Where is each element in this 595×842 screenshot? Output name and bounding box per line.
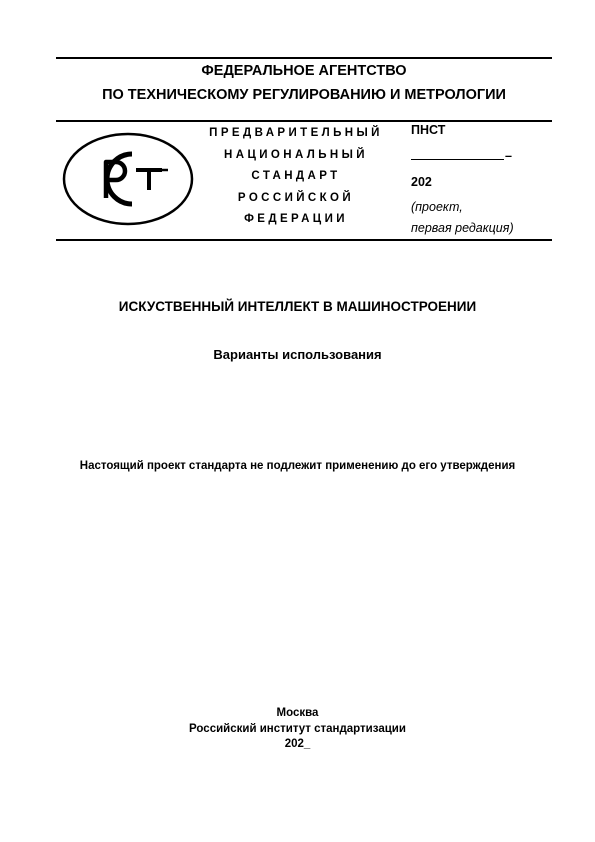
agency-name-line-2: ПО ТЕХНИЧЕСКОМУ РЕГУЛИРОВАНИЮ И МЕТРОЛОГИИ — [102, 87, 506, 103]
number-suffix: – — [505, 149, 512, 163]
number-blank-line — [411, 147, 504, 160]
imprint-block — [0, 706, 595, 753]
standard-word: ПРЕДВАРИТЕЛЬНЫЙ — [209, 127, 383, 139]
gost-r-logo-icon — [62, 132, 194, 226]
standard-word: СТАНДАРТ — [251, 170, 341, 182]
draft-note — [411, 197, 514, 239]
draft-note-line-2: первая редакция) — [411, 221, 514, 235]
agency-name-line-1: ФЕДЕРАЛЬНОЕ АГЕНТСТВО — [201, 63, 407, 79]
standard-word: РОССИЙСКОЙ — [237, 191, 355, 204]
imprint-publisher: Российский институт стандартизации — [189, 722, 406, 735]
imprint-city: Москва — [276, 707, 319, 719]
standard-word: ФЕДЕРАЦИИ — [244, 213, 348, 225]
document-title: ИСКУСТВЕННЫЙ ИНТЕЛЛЕКТ В МАШИНОСТРОЕНИИ — [118, 299, 477, 314]
standard-designation: ПНСТ — [411, 123, 446, 137]
standard-number-field — [411, 147, 512, 164]
standard-year: 202 — [411, 175, 432, 189]
top-rule — [56, 57, 552, 59]
draft-note-line-1: (проект, — [411, 200, 463, 214]
document-subtitle: Варианты использования — [213, 347, 382, 362]
approval-notice: Настоящий проект стандарта не подлежит применению до его утверждения — [79, 460, 516, 472]
standard-word: НАЦИОНАЛЬНЫЙ — [224, 148, 368, 161]
header-divider-rule — [56, 120, 552, 122]
standard-type-block — [196, 123, 396, 231]
header-bottom-rule — [56, 239, 552, 241]
imprint-year: 202_ — [284, 738, 311, 750]
